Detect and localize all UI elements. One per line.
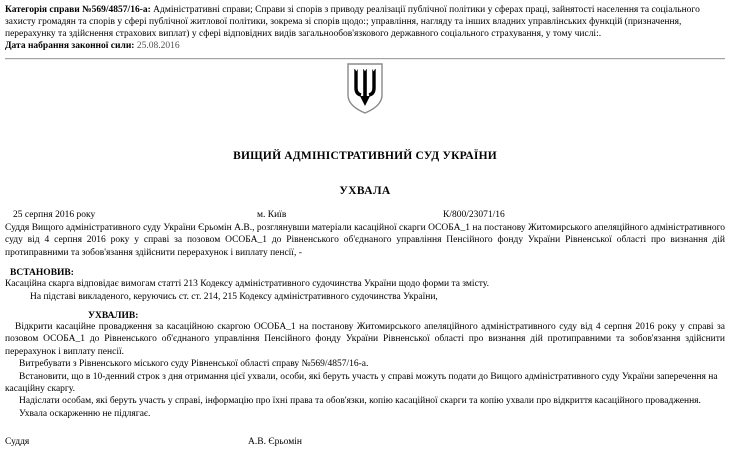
ruling-item-no-appeal: Ухвала оскарженню не підлягає. — [19, 408, 151, 419]
trident-shield-icon — [344, 63, 386, 115]
signature-name: А.В. Єрьомін — [248, 437, 302, 448]
document-type-title: УХВАЛА — [339, 185, 391, 197]
signature-line — [5, 437, 725, 449]
case-category-text: Адміністративні справи; Справи зі спорів з приводу реалізації публічної політики у сферах праці, зайнятості населення та соціального захисту громадян та спорів у сфері публічної житлової політики, зокрема зі спорів щодо:; управління, нагляду та інших владних управлінських функцій (призначення, перерахунку та здійснення страхових виплат) у сфері відповідних видів загальнообов'язкового державного соціального страхування, у тому числі:. — [5, 5, 700, 39]
ruling-city: м. Київ — [257, 210, 287, 220]
intro-paragraph: Суддя Вищого адміністративного суду України Єрьомін А.В., розглянувши матеріали касаційної скарги ОСОБА_1 на постанову Житомирського апеляційного адміністративного суду від 4 серпня 2016 року у справі за позовом ОСОБА_1 до Рівненського об'єднаного управління Пенсійного фонду України Рівненської області про визнання дій протиправними та зобов'язання здійснити перерахунок і виплату пенсії, - — [5, 223, 725, 258]
paragraph-legal-basis: На підставі викладеного, керуючись ст. ст. 214, 215 Кодексу адміністративного судочинства України, — [30, 291, 438, 302]
effective-date-value: 25.08.2016 — [136, 41, 180, 51]
case-number: К/800/23071/16 — [443, 210, 505, 220]
ruling-item-objection-term: Встановити, що в 10-денний строк з дня отримання цієї ухвали, особи, які беруть участь у справі можуть подати до Вищого адміністративного суду України заперечення на касаційну скаргу. — [5, 371, 718, 395]
effective-date-line — [5, 40, 725, 52]
ruled-heading: УХВАЛИВ: — [88, 311, 139, 322]
effective-date-label: Дата набрання законної сили: — [5, 41, 135, 51]
ukraine-trident-emblem-icon — [5, 63, 725, 117]
ruling-item-send-copies: Надіслати особам, які беруть участь у справі, інформацію про їхні права та обов'язки, копію касаційної скарги та копію ухвали про відкриття касаційного провадження. — [19, 396, 701, 407]
ruling-item-open-proceedings: Відкрити касаційне провадження за касаційною скаргою ОСОБА_1 на постанову Житомирського апеляційного адміністративного суду від 4 серпня 2016 року у справі за позовом ОСОБА_1 до Рівненського об'єднаного управління Пенсійного фонду України Рівненської області про визнання дій протиправними та зобов'язання здійснити перерахунок і виплату пенсії. — [5, 322, 725, 357]
signature-role: Суддя — [5, 437, 30, 448]
header-divider — [5, 58, 725, 60]
court-name: ВИЩИЙ АДМІНІСТРАТИВНИЙ СУД УКРАЇНИ — [233, 150, 497, 162]
paragraph-compliance: Касаційна скарга відповідає вимогам статті 213 Кодексу адміністративного судочинства України щодо форми та змісту. — [5, 279, 489, 290]
established-heading: ВСТАНОВИВ: — [10, 268, 74, 279]
ruling-date: 25 серпня 2016 року — [13, 210, 96, 220]
case-header-line — [5, 210, 725, 222]
case-category-label: Категорія справи №569/4857/16-а: — [5, 5, 151, 15]
case-category-line — [5, 4, 725, 40]
ruling-item-request-case: Витребувати з Рівненського міського суду Рівненської області справу №569/4857/16-а. — [19, 359, 369, 370]
